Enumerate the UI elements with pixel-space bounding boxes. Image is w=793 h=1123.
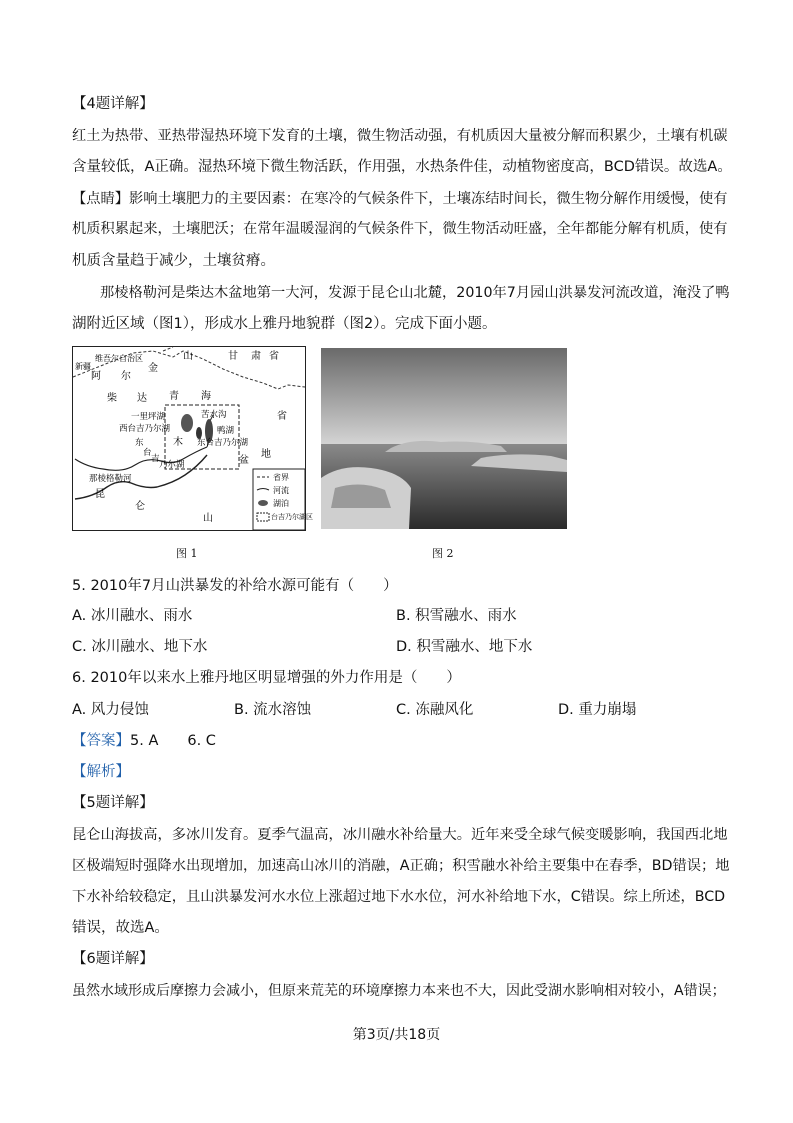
section-4-title: 【4题详解】 xyxy=(72,96,154,112)
map-label: 吉 xyxy=(151,454,160,464)
analysis-tag: 【解析】 xyxy=(72,764,130,780)
paragraph-line: 虽然水域形成后摩擦力会减小，但原来荒芜的环境摩擦力本来也不大，因此受湖水影响相对较小，A错误； xyxy=(72,983,726,999)
answer-text: 5. A 6. C xyxy=(130,733,216,749)
question-5-option-b: B. 积雪融水、雨水 xyxy=(396,608,517,624)
province-border xyxy=(163,347,173,351)
section-6-title: 【6题详解】 xyxy=(72,951,154,967)
map-label: 乃尔湖 xyxy=(159,460,185,470)
map-label: 达 xyxy=(137,393,147,404)
map-label: 苦水沟 xyxy=(201,410,227,420)
question-5-option-c: C. 冰川融水、地下水 xyxy=(72,639,208,655)
paragraph-line: 机质积累起来，土壤肥沃；在常年温暖湿润的气候条件下，微生物活动旺盛，全年都能分解有机质，使有 xyxy=(72,221,728,237)
map-label: 甘 xyxy=(228,351,238,362)
question-5-stem: 5. 2010年7月山洪暴发的补给水源可能有（ ） xyxy=(72,578,398,594)
photo-svg xyxy=(321,348,567,529)
map-label: 那棱格勒河 xyxy=(89,474,132,484)
legend-label: 湖泊 xyxy=(273,499,289,508)
intro-line: 湖附近区域（图1），形成水上雅丹地貌群（图2）。完成下面小题。 xyxy=(72,316,497,332)
paragraph-line: 区极端短时强降水出现增加，加速高山冰川的消融，A正确；积雪融水补给主要集中在春季，BD错误；地 xyxy=(72,858,730,874)
answer-line xyxy=(72,731,216,751)
question-6-stem: 6. 2010年以来水上雅丹地区明显增强的外力作用是（ ） xyxy=(72,670,461,686)
photo-sky xyxy=(321,348,567,448)
question-6-option-d: D. 重力崩塌 xyxy=(558,702,637,718)
map-label: 维吾尔自治区 xyxy=(95,354,143,363)
paragraph-line: 错误，故选A。 xyxy=(72,920,169,936)
map-label: 省 xyxy=(277,411,287,422)
paragraph-line: 含量较低，A正确。湿热环境下微生物活跃，作用强，水热条件佳，动植物密度高，BCD错误。故选A。 xyxy=(72,159,732,175)
river xyxy=(75,447,207,470)
map-label: 东 xyxy=(135,438,144,448)
figure-2-caption: 图 2 xyxy=(432,547,454,560)
legend-label: 台吉乃尔湖区 xyxy=(271,513,313,521)
map-label: 仑 xyxy=(135,501,145,512)
map-label: 省 xyxy=(269,351,279,362)
legend-symbol-lake xyxy=(258,500,268,506)
figure-2-photo xyxy=(321,348,567,529)
map-label: 盆 xyxy=(239,455,249,466)
map-label: 台 xyxy=(143,448,152,458)
paragraph-line: 下水补给较稳定，且山洪暴发河水水位上涨超过地下水水位，河水补给地下水，C错误。综上所述，BCD xyxy=(72,889,726,905)
question-6-option-a: A. 风力侵蚀 xyxy=(72,702,149,718)
question-5-option-a: A. 冰川融水、雨水 xyxy=(72,608,193,624)
lake xyxy=(181,414,193,432)
question-5-option-d: D. 积雪融水、地下水 xyxy=(396,639,533,655)
map-label: 柴 xyxy=(107,393,117,404)
map-label: 昆 xyxy=(95,489,105,500)
map-label: 肃 xyxy=(251,351,261,362)
map-label: 鸭湖 xyxy=(217,426,235,436)
section-5-title: 【5题详解】 xyxy=(72,795,154,811)
figure-1-caption: 图 1 xyxy=(176,547,198,560)
map-label: 一里坪湖 xyxy=(131,412,166,422)
legend-label: 河流 xyxy=(273,486,289,495)
map-label: 尔 xyxy=(121,371,131,382)
question-6-option-b: B. 流水溶蚀 xyxy=(234,702,312,718)
figure-1-map xyxy=(72,346,313,531)
map-label: 青 xyxy=(169,391,179,402)
map-label: 山 xyxy=(183,351,193,362)
map-svg xyxy=(73,347,313,530)
map-label: 西台吉乃尔湖 xyxy=(119,424,171,434)
legend-label: 省界 xyxy=(273,473,289,482)
map-label: 新疆 xyxy=(75,362,91,371)
key-point-text: 影响土壤肥力的主要因素：在寒冷的气候条件下，土壤冻结时间长，微生物分解作用缓慢，使有 xyxy=(129,191,728,207)
map-label: 地 xyxy=(261,449,271,460)
key-point-line xyxy=(72,189,728,209)
map-label: 金 xyxy=(148,363,158,374)
map-label: 阿 xyxy=(91,371,101,382)
paragraph-line: 昆仑山海拔高，多冰川发育。夏季气温高，冰川融水补给量大。近年来受全球气候变暖影响，我国西北地 xyxy=(72,827,728,843)
paragraph-line: 机质含量趋于减少，土壤贫瘠。 xyxy=(72,253,275,269)
map-label: 木 xyxy=(173,437,183,448)
question-6-option-c: C. 冻融风化 xyxy=(396,702,474,718)
map-label: 海 xyxy=(201,391,211,402)
page-footer: 第3页/共18页 xyxy=(352,1027,441,1043)
map-label: 山 xyxy=(203,513,213,524)
key-point-tag: 【点睛】 xyxy=(72,191,130,207)
answer-tag: 【答案】 xyxy=(72,733,130,749)
paragraph-line: 红土为热带、亚热带湿热环境下发育的土壤，微生物活动强，有机质因大量被分解而积累少，土壤有机碳 xyxy=(72,128,728,144)
map-label: 东台吉乃尔湖 xyxy=(197,438,249,448)
intro-line: 那棱格勒河是柴达木盆地第一大河，发源于昆仑山北麓，2010年7月园山洪暴发河流改道，淹没了鸭 xyxy=(100,285,730,301)
